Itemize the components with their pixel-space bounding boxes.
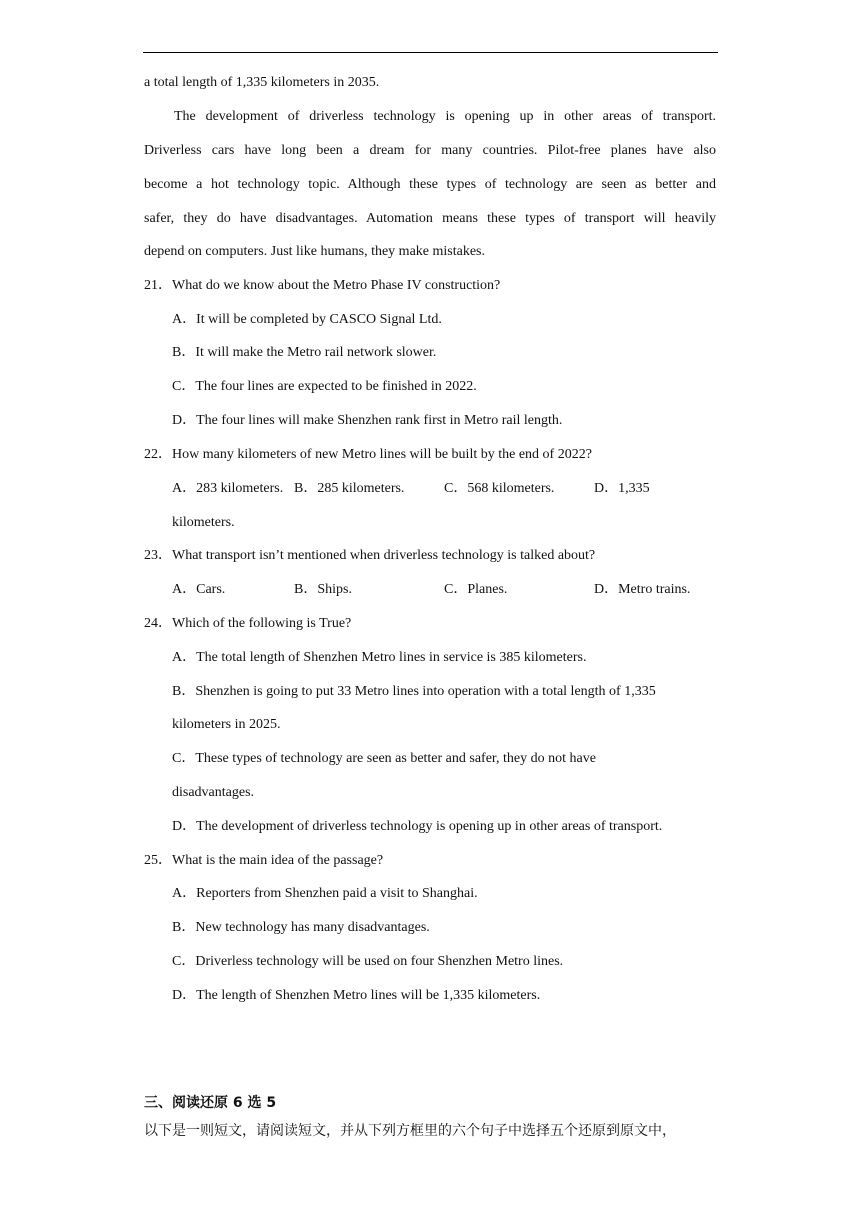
question-21-option-a: A．It will be completed by CASCO Signal Ltd. — [172, 312, 442, 327]
passage-line: Driverless cars have long been a dream for many countries. Pilot-free planes have also — [144, 143, 716, 158]
question-25-stem: 25．What is the main idea of the passage? — [144, 853, 384, 868]
passage-paragraph-start: The development of driverless technology is opening up in other areas of transport. — [174, 109, 716, 124]
question-21-option-d: D．The four lines will make Shenzhen rank first in Metro rail length. — [172, 413, 563, 428]
question-22-option-b: B．285 kilometers. — [294, 481, 405, 496]
passage-line: become a hot technology topic. Although these types of technology are seen as better and — [144, 177, 716, 192]
section-heading: 三、阅读还原 6 选 5 — [144, 1095, 277, 1111]
header-rule — [143, 52, 718, 53]
question-24-option-c-continued: disadvantages. — [172, 785, 255, 800]
passage-line: depend on computers. Just like humans, they make mistakes. — [144, 244, 485, 259]
question-22-option-c: C．568 kilometers. — [444, 481, 555, 496]
question-22-option-d: D．1,335 — [594, 481, 650, 496]
question-22-option-d-continued: kilometers. — [172, 515, 235, 530]
question-21-stem: 21．What do we know about the Metro Phase IV construction? — [144, 278, 501, 293]
question-23-option-c: C．Planes. — [444, 582, 508, 597]
question-21-option-c: C．The four lines are expected to be finished in 2022. — [172, 379, 477, 394]
question-23-option-a: A．Cars. — [172, 582, 226, 597]
passage-line: a total length of 1,335 kilometers in 2035. — [144, 75, 380, 90]
question-23-option-d: D．Metro trains. — [594, 582, 691, 597]
question-21-option-b: B．It will make the Metro rail network slower. — [172, 345, 437, 360]
question-24-option-b: B．Shenzhen is going to put 33 Metro lines into operation with a total length of 1,335 — [172, 684, 656, 699]
question-23-option-b: B．Ships. — [294, 582, 352, 597]
question-23-stem: 23．What transport isn’t mentioned when driverless technology is talked about? — [144, 548, 596, 563]
question-25-option-a: A．Reporters from Shenzhen paid a visit to Shanghai. — [172, 886, 478, 901]
section-instruction: 以下是一则短文，请阅读短文，并从下列方框里的六个句子中选择五个还原到原文中， — [144, 1123, 676, 1139]
passage-line: safer, they do have disadvantages. Automation means these types of transport will heavily — [144, 211, 716, 226]
question-24-option-c: C．These types of technology are seen as better and safer, they do not have — [172, 751, 596, 766]
question-24-option-d: D．The development of driverless technology is opening up in other areas of transport. — [172, 819, 663, 834]
question-22-option-a: A．283 kilometers. — [172, 481, 284, 496]
question-25-option-d: D．The length of Shenzhen Metro lines will be 1,335 kilometers. — [172, 988, 541, 1003]
question-25-option-b: B．New technology has many disadvantages. — [172, 920, 430, 935]
question-24-option-b-continued: kilometers in 2025. — [172, 717, 281, 732]
question-25-option-c: C．Driverless technology will be used on four Shenzhen Metro lines. — [172, 954, 564, 969]
question-24-stem: 24．Which of the following is True? — [144, 616, 352, 631]
question-24-option-a: A．The total length of Shenzhen Metro lines in service is 385 kilometers. — [172, 650, 587, 665]
question-22-stem: 22．How many kilometers of new Metro lines will be built by the end of 2022? — [144, 447, 592, 462]
